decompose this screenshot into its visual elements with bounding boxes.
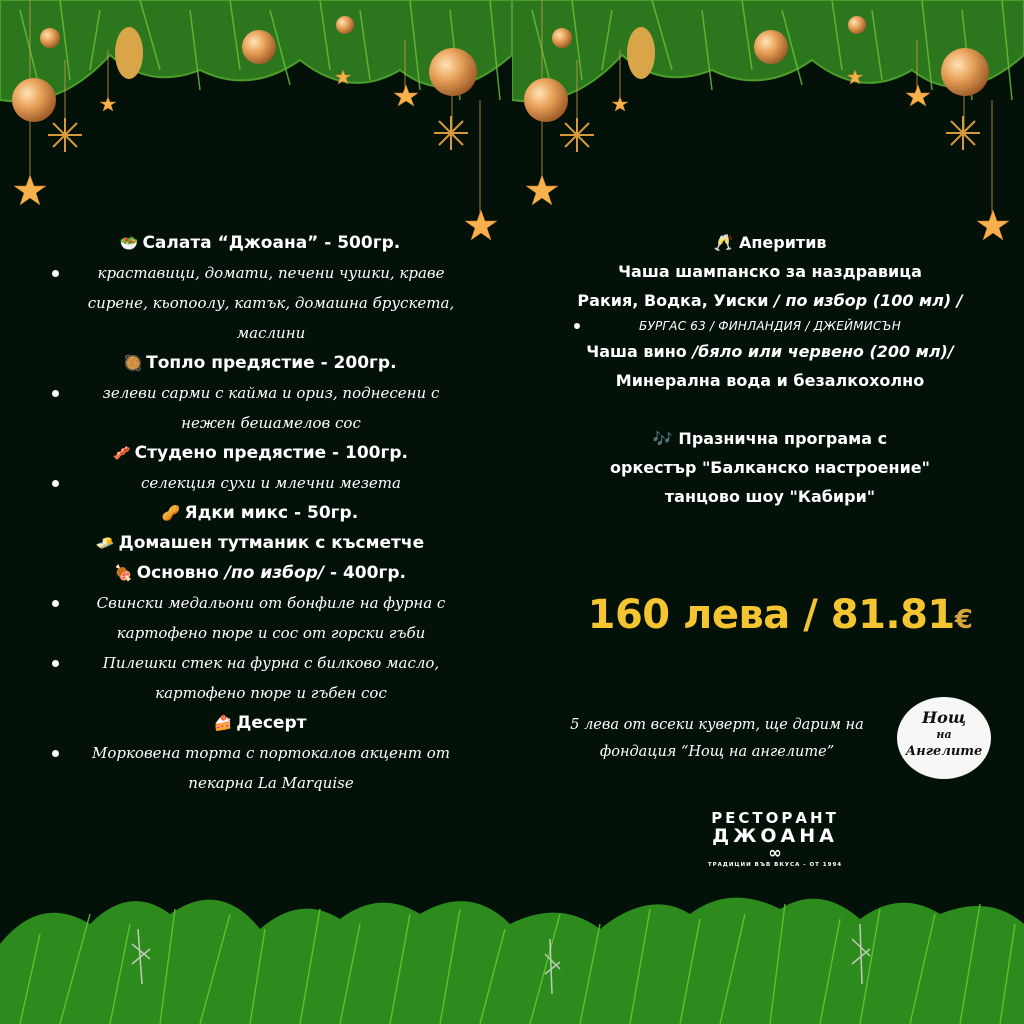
warm-dish-icon: 🥘 (123, 354, 143, 372)
program-heading: 🎶 Празнична програма с (652, 429, 888, 448)
peanut-icon: 🥜 (161, 504, 181, 522)
bullet-icon (52, 750, 59, 757)
price: 160 лева / 81.81€ (587, 592, 973, 638)
menu-column (40, 228, 480, 798)
salad-icon: 🥗 (119, 234, 139, 252)
pine-garland-top-right (512, 0, 1024, 250)
section-tutmanik-heading: 🧈 Домашен тутманик с късметче (95, 533, 425, 553)
section-cold-starter-heading: 🥓 Студено предястие - 100гр. (111, 443, 409, 463)
donation-note: 5 лева от всеки куверт, ще дарим на фондация “Нощ на ангелите” (570, 717, 864, 760)
champagne-line: Чаша шампанско за наздравица (618, 262, 922, 281)
bullet-icon (52, 390, 59, 397)
meat-icon: 🍖 (114, 564, 133, 582)
infinity-ornament-icon: ∞ (768, 843, 782, 862)
pine-garland-top-left (0, 0, 512, 250)
menu-item-description: Морковена торта с портокалов акцент от пекарна La Marquise (40, 738, 480, 798)
pastry-icon: 🧈 (95, 534, 115, 552)
nosht-na-angelite-logo: Нощ на Ангелите (897, 697, 991, 779)
program-dance-show: танцово шоу "Кабири" (664, 487, 876, 506)
drinks-column (550, 228, 990, 511)
restaurant-logo: РЕСТОРАНТ ДЖОАНА ∞ ТРАДИЦИИ ВЪВ ВКУСА - ОТ 1994 (680, 810, 870, 868)
cake-icon: 🍰 (213, 714, 233, 732)
menu-item-description: селекция сухи и млечни мезета (40, 468, 480, 498)
aperitif-heading: 🥂 Аперитив (713, 233, 827, 252)
bullet-icon (52, 480, 59, 487)
wine-line: Чаша вино /бяло или червено (200 мл)/ (586, 342, 954, 361)
music-notes-icon: 🎶 (652, 429, 673, 448)
bullet-icon (52, 270, 59, 277)
section-warm-starter-heading: 🥘 Топло предястие - 200гр. (123, 353, 397, 373)
section-salad-heading: 🥗 Салата “Джоана” - 500гр. (119, 233, 401, 253)
soft-drinks-line: Минерална вода и безалкохолно (615, 371, 925, 390)
bullet-icon (574, 323, 580, 329)
bullet-icon (52, 600, 59, 607)
program-orchestra: оркестър "Балканско настроение" (610, 458, 930, 477)
euro-icon: € (954, 605, 973, 635)
pine-garland-bottom (0, 884, 1024, 1024)
spirits-line: Ракия, Водка, Уиски / по избор (100 мл) / (577, 291, 963, 310)
spirits-brands: БУРГАС 63 / ФИНЛАНДИЯ / ДЖЕЙМИСЪН (550, 315, 990, 337)
section-main-course-heading: 🍖 Основно /по избор/ - 400гр. (114, 563, 406, 583)
menu-item-description: Свински медальони от бонфиле на фурна с картофено пюре и сос от горски гъби (40, 588, 480, 648)
bullet-icon (52, 660, 59, 667)
menu-item-description: Пилешки стек на фурна с билково масло, картофено пюре и гъбен сос (40, 648, 480, 708)
menu-item-description: краставици, домати, печени чушки, краве сирене, кьопоолу, катък, домашна брускета, маслини (40, 258, 480, 348)
bacon-icon: 🥓 (111, 444, 131, 462)
champagne-glasses-icon: 🥂 (713, 233, 734, 252)
section-dessert-heading: 🍰 Десерт (213, 713, 307, 733)
menu-item-description: зелеви сарми с кайма и ориз, поднесени с нежен бешамелов сос (40, 378, 480, 438)
section-nuts-heading: 🥜 Ядки микс - 50гр. (161, 503, 359, 523)
